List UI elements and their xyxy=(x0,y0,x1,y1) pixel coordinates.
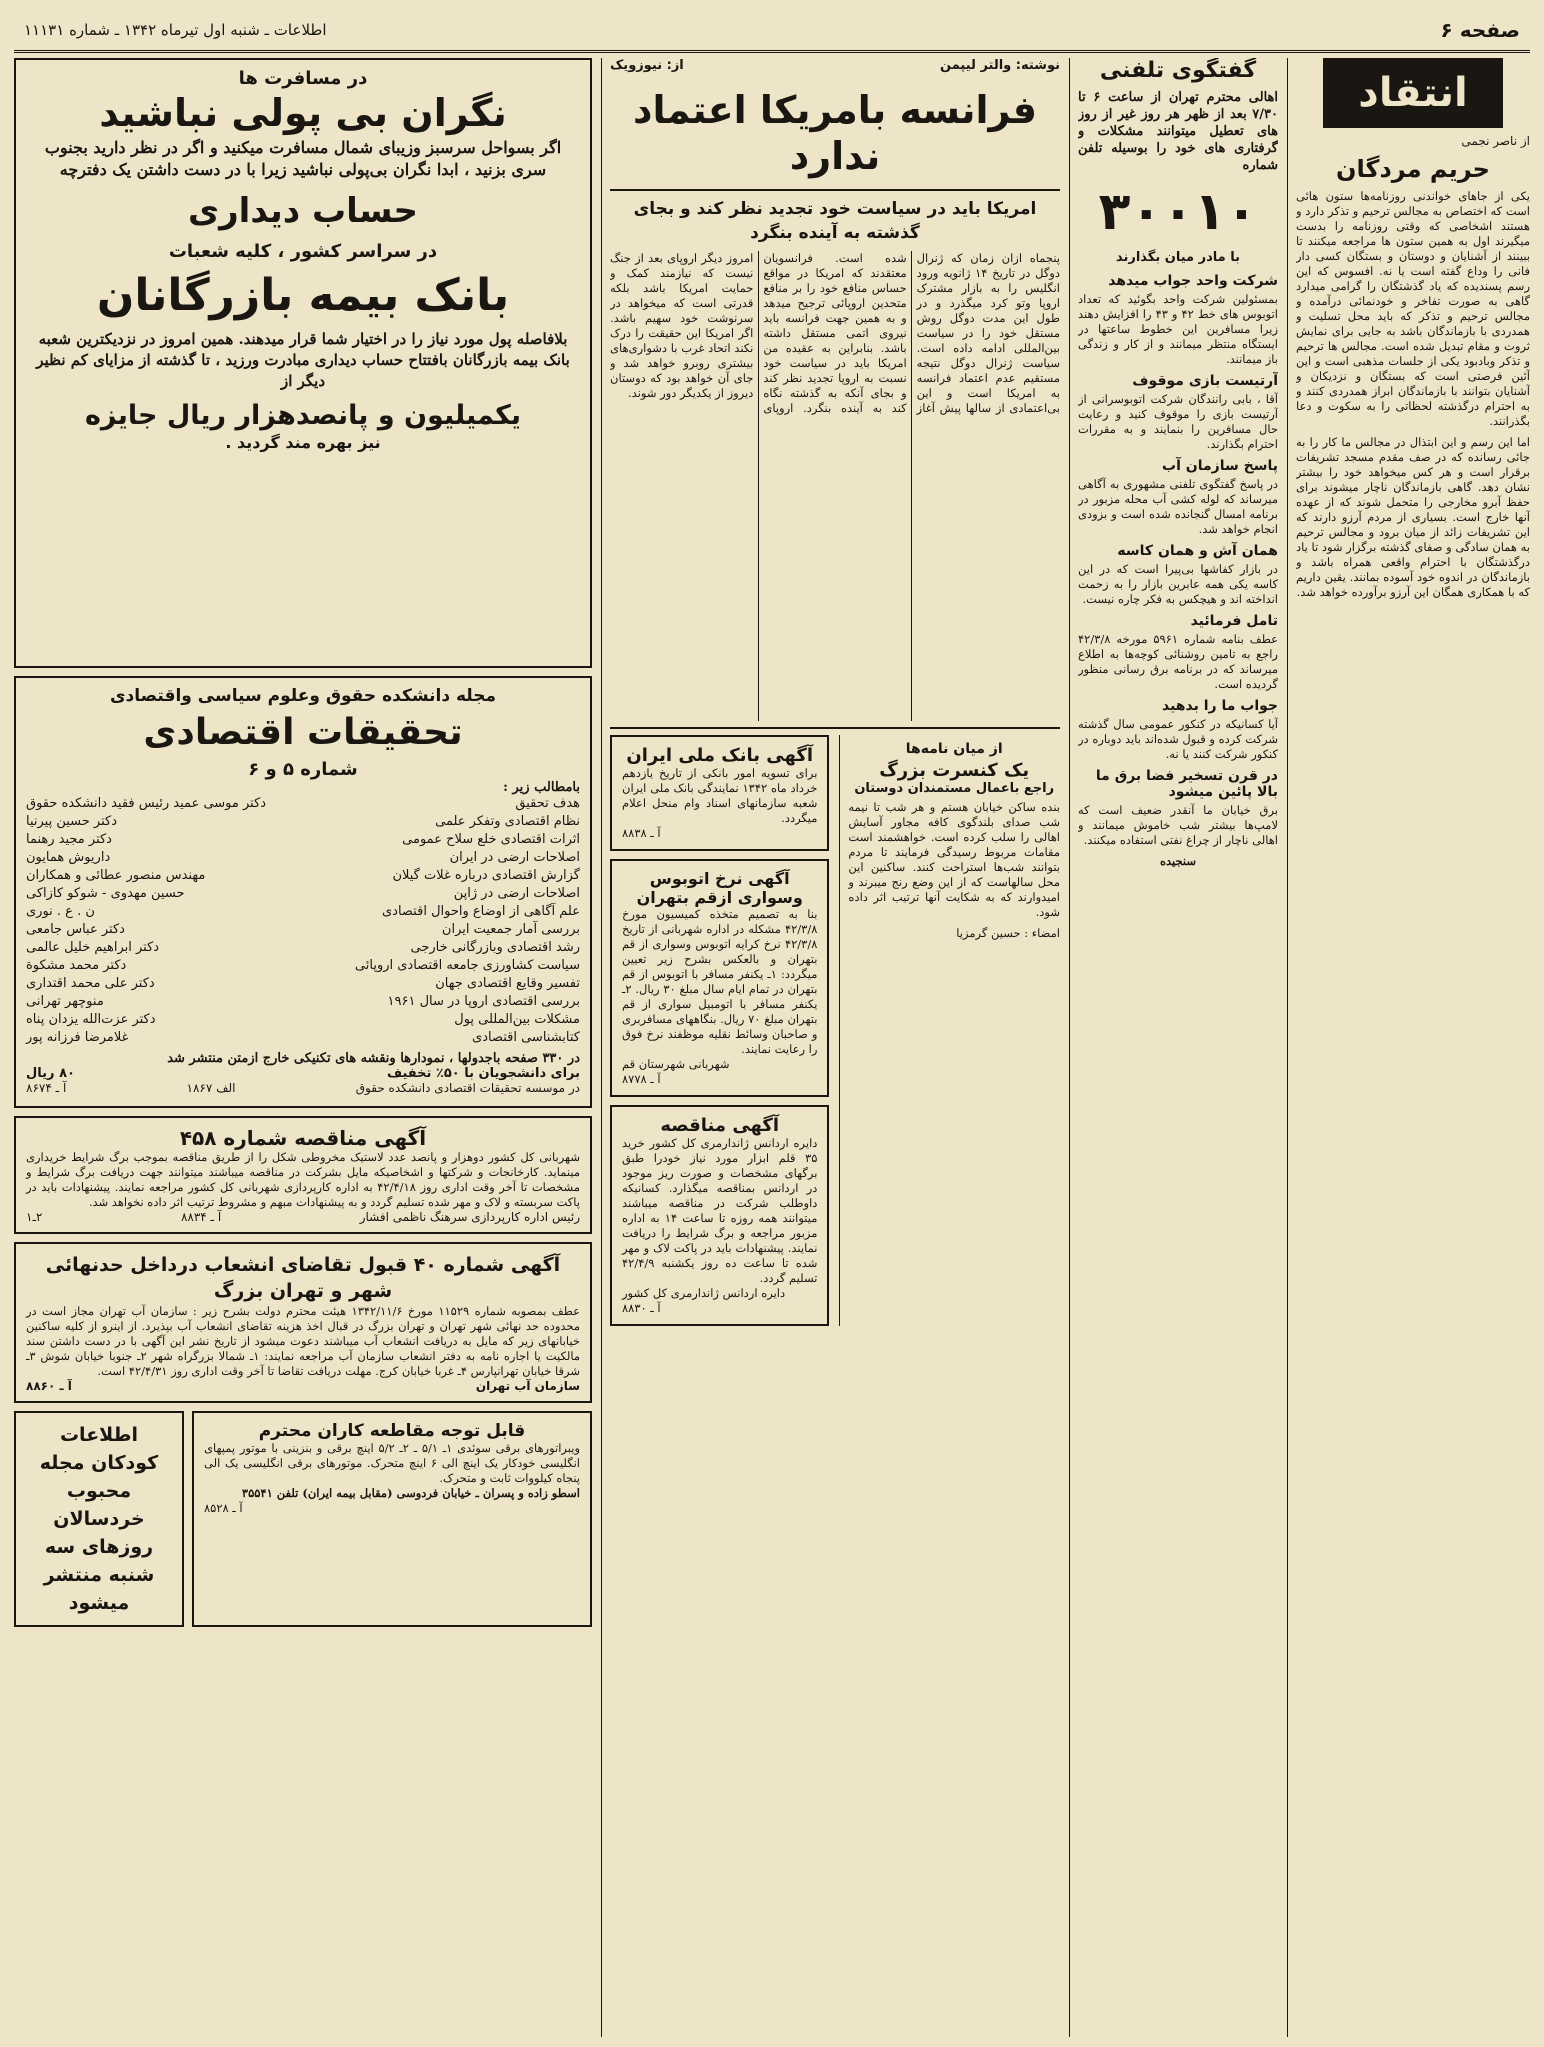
magazine-price-row xyxy=(26,1066,580,1081)
ad-where: در سراسر کشور ، کلیه شعبات xyxy=(168,241,438,262)
article-body-2: بنابراین به عقیده من امریکا باید در سیاست خود نسبت به اروپا تجدید نظر کند و بجای آنکه به گذشته نگاه کند به آینده بنگرد. اروپای امروز دیگر اروپای بعد از جنگ نیست که نیازمند کمک و حمایت امریکا باشد بلکه قدرتی است که میخواهد در سرنوشت خود سهیم باشد. اگر امریکا این حقیقت را درک نکند اتحاد غرب با دشواری‌های بیشتری روبرو خواهد شد و جای آن خواهد بود که دوستان دیروز از یکدیگر دور شوند. xyxy=(610,251,907,415)
bank-ad-title: آگهی بانک ملی ایران xyxy=(626,745,814,766)
list-item xyxy=(26,867,580,885)
motor-text: ویبراتورهای برقی سوئدی ۱ـ ۵/۱ ـ ۲ـ ۵/۲ اینچ برقی و بنزینی با موتور پمپهای انگلیسی خودکار یک اینچ الی ۶ اینچ متحرک. موتورهای برقی انگلیسی یک الی پنجاه کیلووات ثابت و متحرک. xyxy=(204,1441,580,1485)
list-item xyxy=(26,1011,580,1029)
critique-logo: انتقاد xyxy=(1323,58,1503,128)
list-item xyxy=(26,957,580,975)
phone-item xyxy=(1078,373,1278,452)
letter-body: بنده ساکن خیابان هستم و هر شب تا نیمه شب صدای بلندگوی کافه مجاور آسایش اهالی را سلب کرده است. خواهشمند است مقامات مربوط رسیدگی فرمایند تا مردم بتوانند شب‌ها استراحت کنند. ساکنین این محل سالهاست که از این وضع رنج میبرند و امیدوارند که به شکایت آنها ترتیب اثر داده شود. xyxy=(848,800,1060,919)
ad-end: نیز بهره مند گردید . xyxy=(225,433,381,452)
contents-topic: گزارش اقتصادی درباره غلات گیلان xyxy=(392,868,580,883)
bottom-ads xyxy=(14,1411,592,1627)
tender-title: آگهی مناقصه xyxy=(660,1115,780,1136)
contents-author: منوچهر تهرانی xyxy=(26,994,104,1009)
center-lower xyxy=(610,735,1060,1326)
letter-subtitle: راجع باعمال مستمندان دوستان xyxy=(854,781,1055,796)
list-item xyxy=(26,813,580,831)
motor-title: قابل توجه مقاطعه کاران محترم xyxy=(258,1421,526,1441)
contents-topic: رشد اقتصادی وبازرگانی خارجی xyxy=(410,940,580,955)
phone-item-head: شرکت واحد جواب میدهد xyxy=(1108,273,1278,289)
contents-author: مهندس منصور عطائی و همکاران xyxy=(26,868,206,883)
letters-head: از میان نامه‌ها xyxy=(905,741,1003,757)
center-ads xyxy=(610,735,829,1326)
divider xyxy=(610,189,1060,191)
critique-column xyxy=(1296,58,1530,2033)
motor-ad xyxy=(192,1411,592,1627)
tender-458-ad xyxy=(14,1116,592,1234)
water-code: آ ـ ۸۸۶۰ xyxy=(26,1379,72,1393)
critique-author: از ناصر نجمی xyxy=(1461,134,1530,148)
phone-item xyxy=(1078,458,1278,537)
ad-product: حساب دیداری xyxy=(187,191,419,231)
contents-author: دکتر عزت‌الله یزدان پناه xyxy=(26,1012,156,1027)
phone-item-head: همان آش و همان کاسه xyxy=(1117,543,1278,559)
contents-topic: نظام اقتصادی وتفکر علمی xyxy=(435,814,580,829)
contents-author: دکتر عباس جامعی xyxy=(26,922,125,937)
ad-prize: یکمیلیون و پانصدهزار ریال جایزه xyxy=(84,400,521,431)
contents-topic: اصلاحات ارضی در ایران xyxy=(449,850,580,865)
letter-sign: امضاء : حسین گرمزیا xyxy=(956,926,1060,940)
contents-topic: کتابشناسی اقتصادی xyxy=(472,1030,580,1045)
contents-topic: هدف تحقیق xyxy=(515,796,580,811)
tender-text: دایره اردانس ژاندارمری کل کشور خرید ۳۵ قلم ابزار مورد نیاز خودرا طبق برگهای مشخصات و صورت ریز موجود در اردانس بمناقصه میگذارد. کسانیکه داوطلب شرکت در مناقصه میباشند میتوانند همه روزه تا ساعت ۱۴ به اداره مزبور مراجعه و برگ شرایط را دریافت نمایند. پیشنهادات باید در پاکت لاک و مهر شده تا ساعت ده روز یکشنبه ۴۲/۴/۹ تسلیم گردد. xyxy=(622,1136,818,1285)
phone-item-text: در پاسخ گفتگوی تلفنی مشهوری به آگاهی میرساند که لوله کشی آب محله مزبور در برنامه امسال گنجانده شده است و بزودی انجام خواهد شد. xyxy=(1078,477,1278,536)
ad-headline: نگران بی پولی نباشید xyxy=(99,91,507,135)
phone-item xyxy=(1078,273,1278,367)
tender-ad xyxy=(610,1105,829,1326)
phone-item xyxy=(1078,698,1278,762)
contents-topic: تفسیر وقایع اقتصادی جهان xyxy=(435,976,580,991)
contents-author: ن . ع . نوری xyxy=(26,904,95,919)
list-item xyxy=(26,903,580,921)
magazine-code-1: الف ۱۸۶۷ xyxy=(186,1081,236,1095)
contents-author: دکتر محمد مشکوة xyxy=(26,958,127,973)
list-item xyxy=(26,975,580,993)
column-rule xyxy=(1069,58,1070,2037)
tender-code: آ ـ ۸۸۳۰ xyxy=(622,1301,661,1315)
bank-ad-code: آ ـ ۸۸۳۸ xyxy=(622,826,661,840)
ad-text-2: بلافاصله پول مورد نیاز را در اختیار شما قرار میدهند. همین امروز در نزدیکترین شعبه بانک بیمه بازرگانان بافتتاح حساب دیداری مبادرت ورزید ، تا گذشته از مزایای کم نظیر دیگر از xyxy=(36,330,570,390)
letter-title: یک کنسرت بزرگ xyxy=(879,760,1030,781)
motor-code: آ ـ ۸۵۲۸ xyxy=(204,1501,243,1515)
bank-insurance-ad xyxy=(14,58,592,668)
contents-author: داریوش همایون xyxy=(26,850,111,865)
contents-topic: سیاست کشاورزی جامعه اقتصادی اروپائی xyxy=(354,958,580,973)
phone-number: ۳۰۰۱۰ xyxy=(1098,182,1258,242)
byline xyxy=(610,58,1060,73)
byline-source: از: نیوزویک xyxy=(610,58,684,73)
phone-item-text: آیا کسانیکه در کنکور عمومی سال گذشته شرکت کرده و قبول شده‌اند باید دوباره در کنکور شرکت کنند یا نه. xyxy=(1078,717,1278,761)
critique-title: حریم مردگان xyxy=(1336,155,1490,183)
tender-458-code: آ ـ ۸۸۳۴ xyxy=(180,1210,222,1224)
ads-column xyxy=(14,58,592,2033)
phone-with: با مادر میان بگذارند xyxy=(1115,250,1241,265)
magazine-foot: در ۳۳۰ صفحه باجدولها ، نمودارها ونقشه های تکنیکی خارج ازمتن منتشر شد xyxy=(167,1051,580,1066)
issue-line: اطلاعات ـ شنبه اول تیرماه ۱۳۴۲ ـ شماره ۱۱۱۳۱ xyxy=(24,21,327,39)
bus-fare-text: بنا به تصمیم متخذه کمیسیون مورخ ۴۲/۳/۸ مشکله در اداره شهربانی از تاریخ ۴۲/۳/۸ نرخ کرایه اتوبوس وسواری از قم بتهران و بالعکس بشرح زیر تعیین میگردد: ۱ـ یکنفر مسافر با اتوبوس از قم بتهران در تمام ایام سال مبلغ ۳۰ ریال. ۲ـ یکنفر مسافر با اتومبیل سواری از قم بتهران مبلغ ۷۰ ریال. بنگاههای مسافربری و صاحبان وسائط نقلیه موظفند نرخ فوق را رعایت نمایند. xyxy=(622,907,818,1056)
contents-topic: علم آگاهی از اوضاع واحوال اقتصادی xyxy=(381,904,580,919)
letters-column xyxy=(839,735,1060,1326)
contents-author: دکتر علی محمد اقتداری xyxy=(26,976,155,991)
contents-topic: بررسی اقتصادی اروپا در سال ۱۹۶۱ xyxy=(387,994,580,1009)
magazine-contents-list xyxy=(26,795,580,1047)
tender-458-footer xyxy=(26,1210,580,1224)
phone-item-head: آرتیست بازی موقوف xyxy=(1132,373,1278,389)
bus-fare-code: آ ـ ۸۷۷۸ xyxy=(622,1072,661,1086)
water-ad xyxy=(14,1242,592,1403)
page-number: صفحه ۶ xyxy=(1440,18,1520,42)
contents-author: دکتر حسین پیرنیا xyxy=(26,814,118,829)
phone-item-text: آقا ، بابی رانندگان شرکت اتوبوسرانی از آرتیست بازی را موقوف کنید و رعایت حال مسافرین را بنمایند و به مقررات احترام بگذارند. xyxy=(1078,392,1278,451)
magazine-sales: در موسسه تحقیقات اقتصادی دانشکده حقوق xyxy=(355,1081,580,1095)
magazine-contents: بامطالب زیر : xyxy=(503,780,580,795)
contents-topic: اثرات اقتصادی خلع سلاح عمومی xyxy=(402,832,580,847)
water-title: آگهی شماره ۴۰ قبول تقاضای انشعاب درداخل حدنهائی شهر و تهران بزرگ xyxy=(45,1254,561,1302)
phone-item-text: بمسئولین شرکت واحد بگوئید که تعداد اتوبوس های خط ۴۲ و ۴۳ را افزایش دهند زیرا مسافرین این خطوط ساعتها در ایستگاه منتظر میمانند و از کار و زندگی باز میمانند. xyxy=(1078,292,1278,366)
contents-author: دکتر ابراهیم خلیل عالمی xyxy=(26,940,160,955)
critique-body: یکی از جاهای خواندنی روزنامه‌ها ستون هائی است که اختصاص به مجالس ترحیم و تذکر دارد و هستند اشخاصی که وقتی روزنامه را بدست میگیرند اول به همین ستون ها مراجعه میکنند تا ببینند از آشنایان و دوستان و بستگان کسی دار فانی را وداع گفته است یا نه. افسوس که این رسم پسندیده که یاد گذشتگان را گرامی میدارد گاهی به صورت تفاخر و خودنمائی درآمده و مجالس ترحیم و تذکر که باید محل تسلیت و همدردی با بازماندگان باشد به جایی برای نمایش ثروت و مقام تبدیل شده است. مجالس ها ترحیم و تذکر وبادبود یکی از جلسات مذهبی است و این آئین فرصتی است که بستگان و نزدیکان و آشنایان بتوانند با بازماندگان ابراز همدردی کنند و به احترام درگذشته لحظاتی را به سکوت و دعا بگذرانند. xyxy=(1296,189,1530,428)
bus-fare-sign: شهربانی شهرستان قم xyxy=(622,1057,730,1071)
critique-body-2: اما این رسم و این ابتذال در مجالس ما کار را به جائی رسانده که در صف مقدم مسجد تشریفات برقرار است و هر کس میخواهد خود را بیشتر نشان دهد. گاهی بازماندگان ناچار میشوند برای حفظ آبرو مخارجی را متحمل شوند که از عهده آنها خارج است. بسیاری از مردم آرزو دارند که این تشریفات زائد از میان برود و مجالس ترحیم به همان سادگی و صفای گذشته برگزار شود تا یاد درگذشتگان با احترام واقعی همراه باشد و بازماندگان در اندوه خود آسوده بمانند. یقین داریم که با همکاری همگان این آرزو برآورده خواهد شد. xyxy=(1296,435,1530,599)
phone-item-head: در قرن تسخیر فضا برق ما بالا پائین میشود xyxy=(1095,768,1278,800)
contents-author: حسین مهدوی - شوکو کازاکی xyxy=(26,886,185,901)
article-subhead: امریکا باید در سیاست خود تجدید نظر کند و بجای گذشته به آینده بنگرد xyxy=(633,199,1037,243)
tender-458-title: آگهی مناقصه شماره ۴۵۸ xyxy=(179,1126,427,1150)
ad-top: در مسافرت ها xyxy=(238,68,368,89)
kids-ad xyxy=(14,1411,184,1627)
bus-fare-title: آگهی نرخ اتوبوس وسواری ازقم بتهران xyxy=(636,869,803,907)
phone-item-head: پاسخ سازمان آب xyxy=(1162,458,1278,474)
motor-address: اسطو زاده و پسران ـ خیابان فردوسی (مقابل بیمه ایران) تلفن ۳۵۵۴۱ xyxy=(241,1486,580,1500)
phone-item xyxy=(1078,768,1278,848)
contents-author: دکتر موسی عمید رئیس فقید دانشکده حقوق xyxy=(26,796,267,811)
phone-items xyxy=(1078,273,1278,848)
bank-ad-text: برای تسویه امور بانکی از تاریخ یازدهم خرداد ماه ۱۳۴۲ نمایندگی بانک ملی ایران شعبه سازمانهای اسناد وام منحل اعلام میگردد. xyxy=(622,766,818,825)
list-item xyxy=(26,921,580,939)
magazine-sales-row xyxy=(26,1081,580,1095)
magazine-title: تحقیقات اقتصادی xyxy=(143,712,463,753)
phone-column xyxy=(1078,58,1278,2033)
phone-sign: سنجیده xyxy=(1159,854,1197,868)
magazine-code-2: آ ـ ۸۶۷۴ xyxy=(26,1081,67,1095)
water-text: عطف بمصوبه شماره ۱۱۵۲۹ مورخ ۱۳۴۲/۱۱/۶ هیئت محترم دولت بشرح زیر : سازمان آب تهران مجاز است در محدوده حد نهائی شهر تهران و تهران بزرگ در قبال اخذ هزینه تقاضای انشعاب آب بپذیرد. از اینرو از کلیه ساکنین خیابانهای زیر که مایل به دریافت انشعاب آب میباشند دعوت میشود از تاریخ نشر این آگهی با در دست داشتن سند مالکیت یا اجاره نامه به دفتر انشعاب سازمان آب مراجعه نمایند: ۱ـ شمالا بزرگراه شهر ۲ـ جنوبا خیابان شوش ۳ـ شرقا خیابان تهرانپارس ۴ـ غربا خیابان کرج. مهلت دریافت تقاضا تا آخر وقت اداری روز ۴۲/۴/۳۱ است. xyxy=(26,1304,580,1378)
column-rule xyxy=(1287,58,1288,2037)
phone-item-text: برق خیابان ما آنقدر ضعیف است که لامپ‌ها بیشتر شب خاموش میمانند و اهالی ناچار از چراغ نفتی استفاده میکنند. xyxy=(1078,803,1278,847)
bus-fare-ad xyxy=(610,859,829,1097)
column-rule xyxy=(601,58,602,2037)
bank-ad xyxy=(610,735,829,851)
phone-item-head: جواب ما را بدهید xyxy=(1162,698,1278,714)
list-item xyxy=(26,885,580,903)
newspaper-page xyxy=(14,10,1530,2037)
list-item xyxy=(26,939,580,957)
article-body xyxy=(610,251,1060,721)
contents-author: دکتر مجید رهنما xyxy=(26,832,112,847)
phone-item-text: در بازار کفاشها بی‌پیرا است که در این کاسه یکی همه عابرین بازار را به زحمت انداخته اند و هیچکس به فکر چاره نیست. xyxy=(1078,562,1278,606)
phone-intro: اهالی محترم تهران از ساعت ۶ تا ۷/۳۰ بعد از ظهر هر روز غیر از روز های تعطیل میتوانند مشکلات و گرفتاری های خود را بوسیله تلفن شماره xyxy=(1078,90,1278,173)
phone-item-text: عطف بنامه شماره ۵۹۶۱ مورخه ۴۲/۳/۸ راجع به تامین روشنائی کوچه‌ها به اطلاع میرساند که در برنامه برق رسانی منظور گردیده است. xyxy=(1078,632,1278,691)
contents-topic: مشکلات بین‌المللی پول xyxy=(454,1012,580,1027)
tender-sign: دایره اردانس ژاندارمری کل کشور xyxy=(622,1286,786,1300)
list-item xyxy=(26,795,580,813)
contents-topic: بررسی آمار جمعیت ایران xyxy=(441,922,580,937)
article-headline: فرانسه بامریکا اعتماد ندارد xyxy=(632,88,1038,178)
byline-author: نوشته: والتر لیپمن xyxy=(940,58,1060,73)
phone-item xyxy=(1078,613,1278,692)
list-item xyxy=(26,831,580,849)
phone-item xyxy=(1078,543,1278,607)
magazine-price: ۸۰ ریال xyxy=(26,1066,75,1081)
tender-458-sign: رئیس اداره کارپردازی سرهنگ ناظمی افشار xyxy=(359,1210,580,1224)
list-item xyxy=(26,1029,580,1047)
ad-text: اگر بسواحل سرسبز وزیبای شمال مسافرت میکنید و اگر در نظر دارید بجنوب سری بزنید ، ابدا نگران بی‌پولی نباشید زیرا با در دست داشتن یک دفترچه xyxy=(44,138,562,179)
water-footer xyxy=(26,1379,580,1393)
tender-458-text: شهربانی کل کشور دوهزار و پانصد عدد لاستیک مخروطی شکل را از طریق مناقصه بموجب برگ شرایط خریداری مینماید. کارخانجات و شرکتها و اشخاصیکه مایل بشرکت در مناقصه میباشند میتوانند جهت دریافت برگ شرایط و مشخصات تا آخر وقت اداری روز ۴۲/۴/۱۸ به اداره کارپردازی شهربانی کل کشور مراجعه نمایند. پیشنهادات باید در پاکت سربسته و لاک و مهر شده تسلیم گردد و به پیشنهادات مبهم و مشروط ترتیب اثر داده نخواهد شد. xyxy=(26,1150,580,1209)
phone-title: گفتگوی تلفنی xyxy=(1099,58,1257,83)
list-item xyxy=(26,993,580,1011)
ad-bank-name: بانک بیمه بازرگانان xyxy=(96,270,510,321)
contents-topic: اصلاحات ارضی در ژاپن xyxy=(453,886,580,901)
contents-author: غلامرضا فرزانه پور xyxy=(26,1030,129,1045)
phone-item-head: تامل فرمائید xyxy=(1190,613,1278,629)
list-item xyxy=(26,849,580,867)
tender-458-code-2: ۲ـ۱ xyxy=(26,1210,43,1224)
magazine-ad xyxy=(14,676,592,1108)
magazine-student: برای دانشجویان با ۵۰٪ تخفیف xyxy=(386,1066,580,1081)
center-column xyxy=(610,58,1060,2033)
water-sign: سازمان آب تهران xyxy=(475,1379,580,1393)
kids-text: اطلاعات کودکان مجله محبوب خردسالان روزهای سه شنبه منتشر میشود xyxy=(39,1424,159,1614)
magazine-issue: شماره ۵ و ۶ xyxy=(248,759,358,780)
masthead xyxy=(14,10,1530,53)
magazine-top: مجله دانشکده حقوق وعلوم سیاسی واقتصادی xyxy=(109,686,497,706)
article-body-1: پنجماه ازان زمان که ژنرال دوگل در تاریخ ۱۴ ژانویه ورود انگلیس را به بازار مشترک اروپا وتو کرد میگذرد و در طول این مدت دوگل روش مستقل خود را در سیاست بین‌المللی ادامه داده است. سیاست ژنرال دوگل نتیجه مستقیم عدم اعتماد فرانسه به امریکا است و این بی‌اعتمادی از سالها پیش آغاز شده است. فرانسویان معتقدند که امریکا در مواقع حساس منافع خود را بر منافع متحدین اروپائی ترجیح میدهد و به همین جهت فرانسه باید نیروی اتمی مستقل داشته باشد. xyxy=(763,251,1060,415)
divider xyxy=(610,727,1060,729)
